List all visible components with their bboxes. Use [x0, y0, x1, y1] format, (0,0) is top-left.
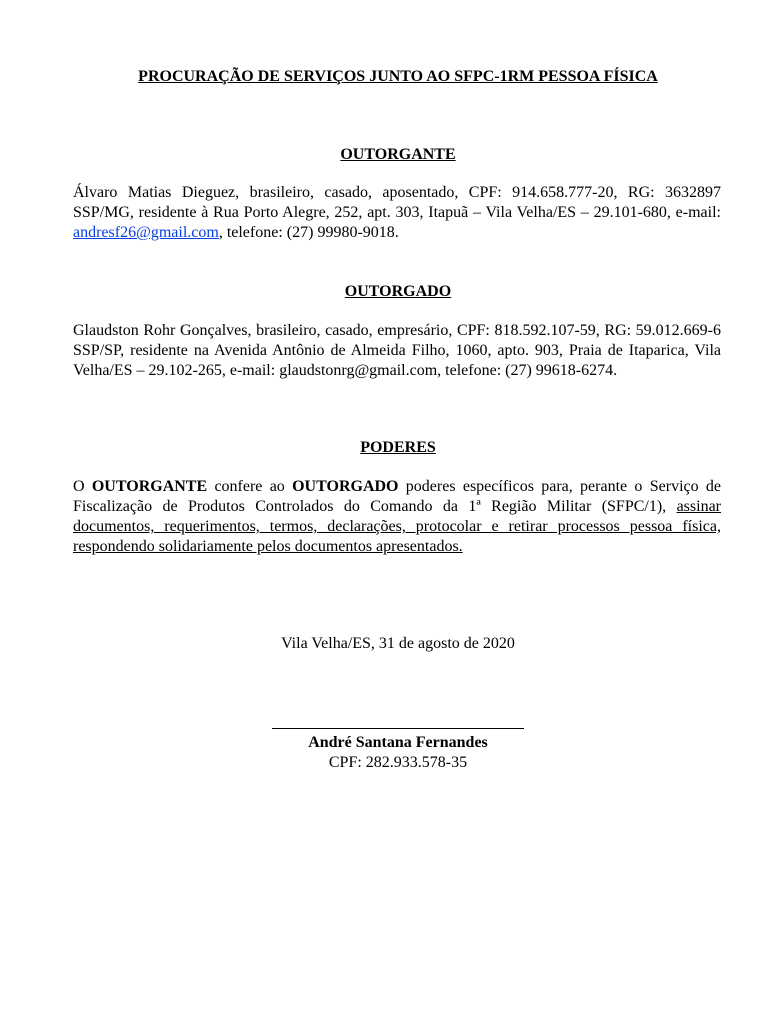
signature-line — [272, 728, 524, 729]
outorgante-heading: OUTORGANTE — [340, 146, 456, 163]
poderes-outorgante-bold: OUTORGANTE — [91, 478, 208, 495]
outorgado-heading: OUTORGADO — [344, 283, 452, 300]
place-date: Vila Velha/ES, 31 de agosto de 2020 — [281, 635, 515, 652]
poderes-underlined-text: assinar documentos, requerimentos, termos, declarações, protocolar e retirar processos pessoa física, respondendo solidariamente pelos documentos apresentados. — [73, 498, 721, 555]
poderes-text-3: poderes específicos para, perante o Serviço de Fiscalização de Produtos Controlados do Comando da 1ª Região Militar (SFPC/1), — [73, 478, 722, 515]
poderes-outorgado-bold: OUTORGADO — [292, 478, 399, 495]
outorgante-email-link[interactable]: andresf26@gmail.com — [73, 224, 219, 241]
signatory-cpf: CPF: 282.933.578-35 — [328, 754, 468, 771]
poderes-paragraph — [73, 477, 721, 557]
outorgante-paragraph — [73, 183, 721, 243]
outorgado-paragraph: Glaudston Rohr Gonçalves, brasileiro, casado, empresário, CPF: 818.592.107-59, RG: 59.012.669-6 SSP/SP, residente na Avenida Antônio de Almeida Filho, 1060, apto. 903, Praia de Itaparica, Vila Velha/ES – 29.102-265, e-mail: glaudstonrg@gmail.com, telefone: (27) 99618-6274. — [73, 322, 721, 379]
poderes-heading: PODERES — [360, 439, 436, 456]
signatory-name: André Santana Fernandes — [308, 734, 488, 751]
document-title: PROCURAÇÃO DE SERVIÇOS JUNTO AO SFPC-1RM PESSOA FÍSICA — [138, 68, 658, 85]
outorgante-phone-text: , telefone: (27) 99980-9018. — [218, 224, 399, 241]
poderes-text-2: confere ao — [207, 478, 293, 495]
poderes-text-1: O — [73, 478, 92, 495]
outorgante-text: Álvaro Matias Dieguez, brasileiro, casado, aposentado, CPF: 914.658.777-20, RG: 3632897 SSP/MG, residente à Rua Porto Alegre, 252, apt. 303, Itapuã – Vila Velha/ES – 29.101-680, e-mail: — [73, 184, 721, 221]
